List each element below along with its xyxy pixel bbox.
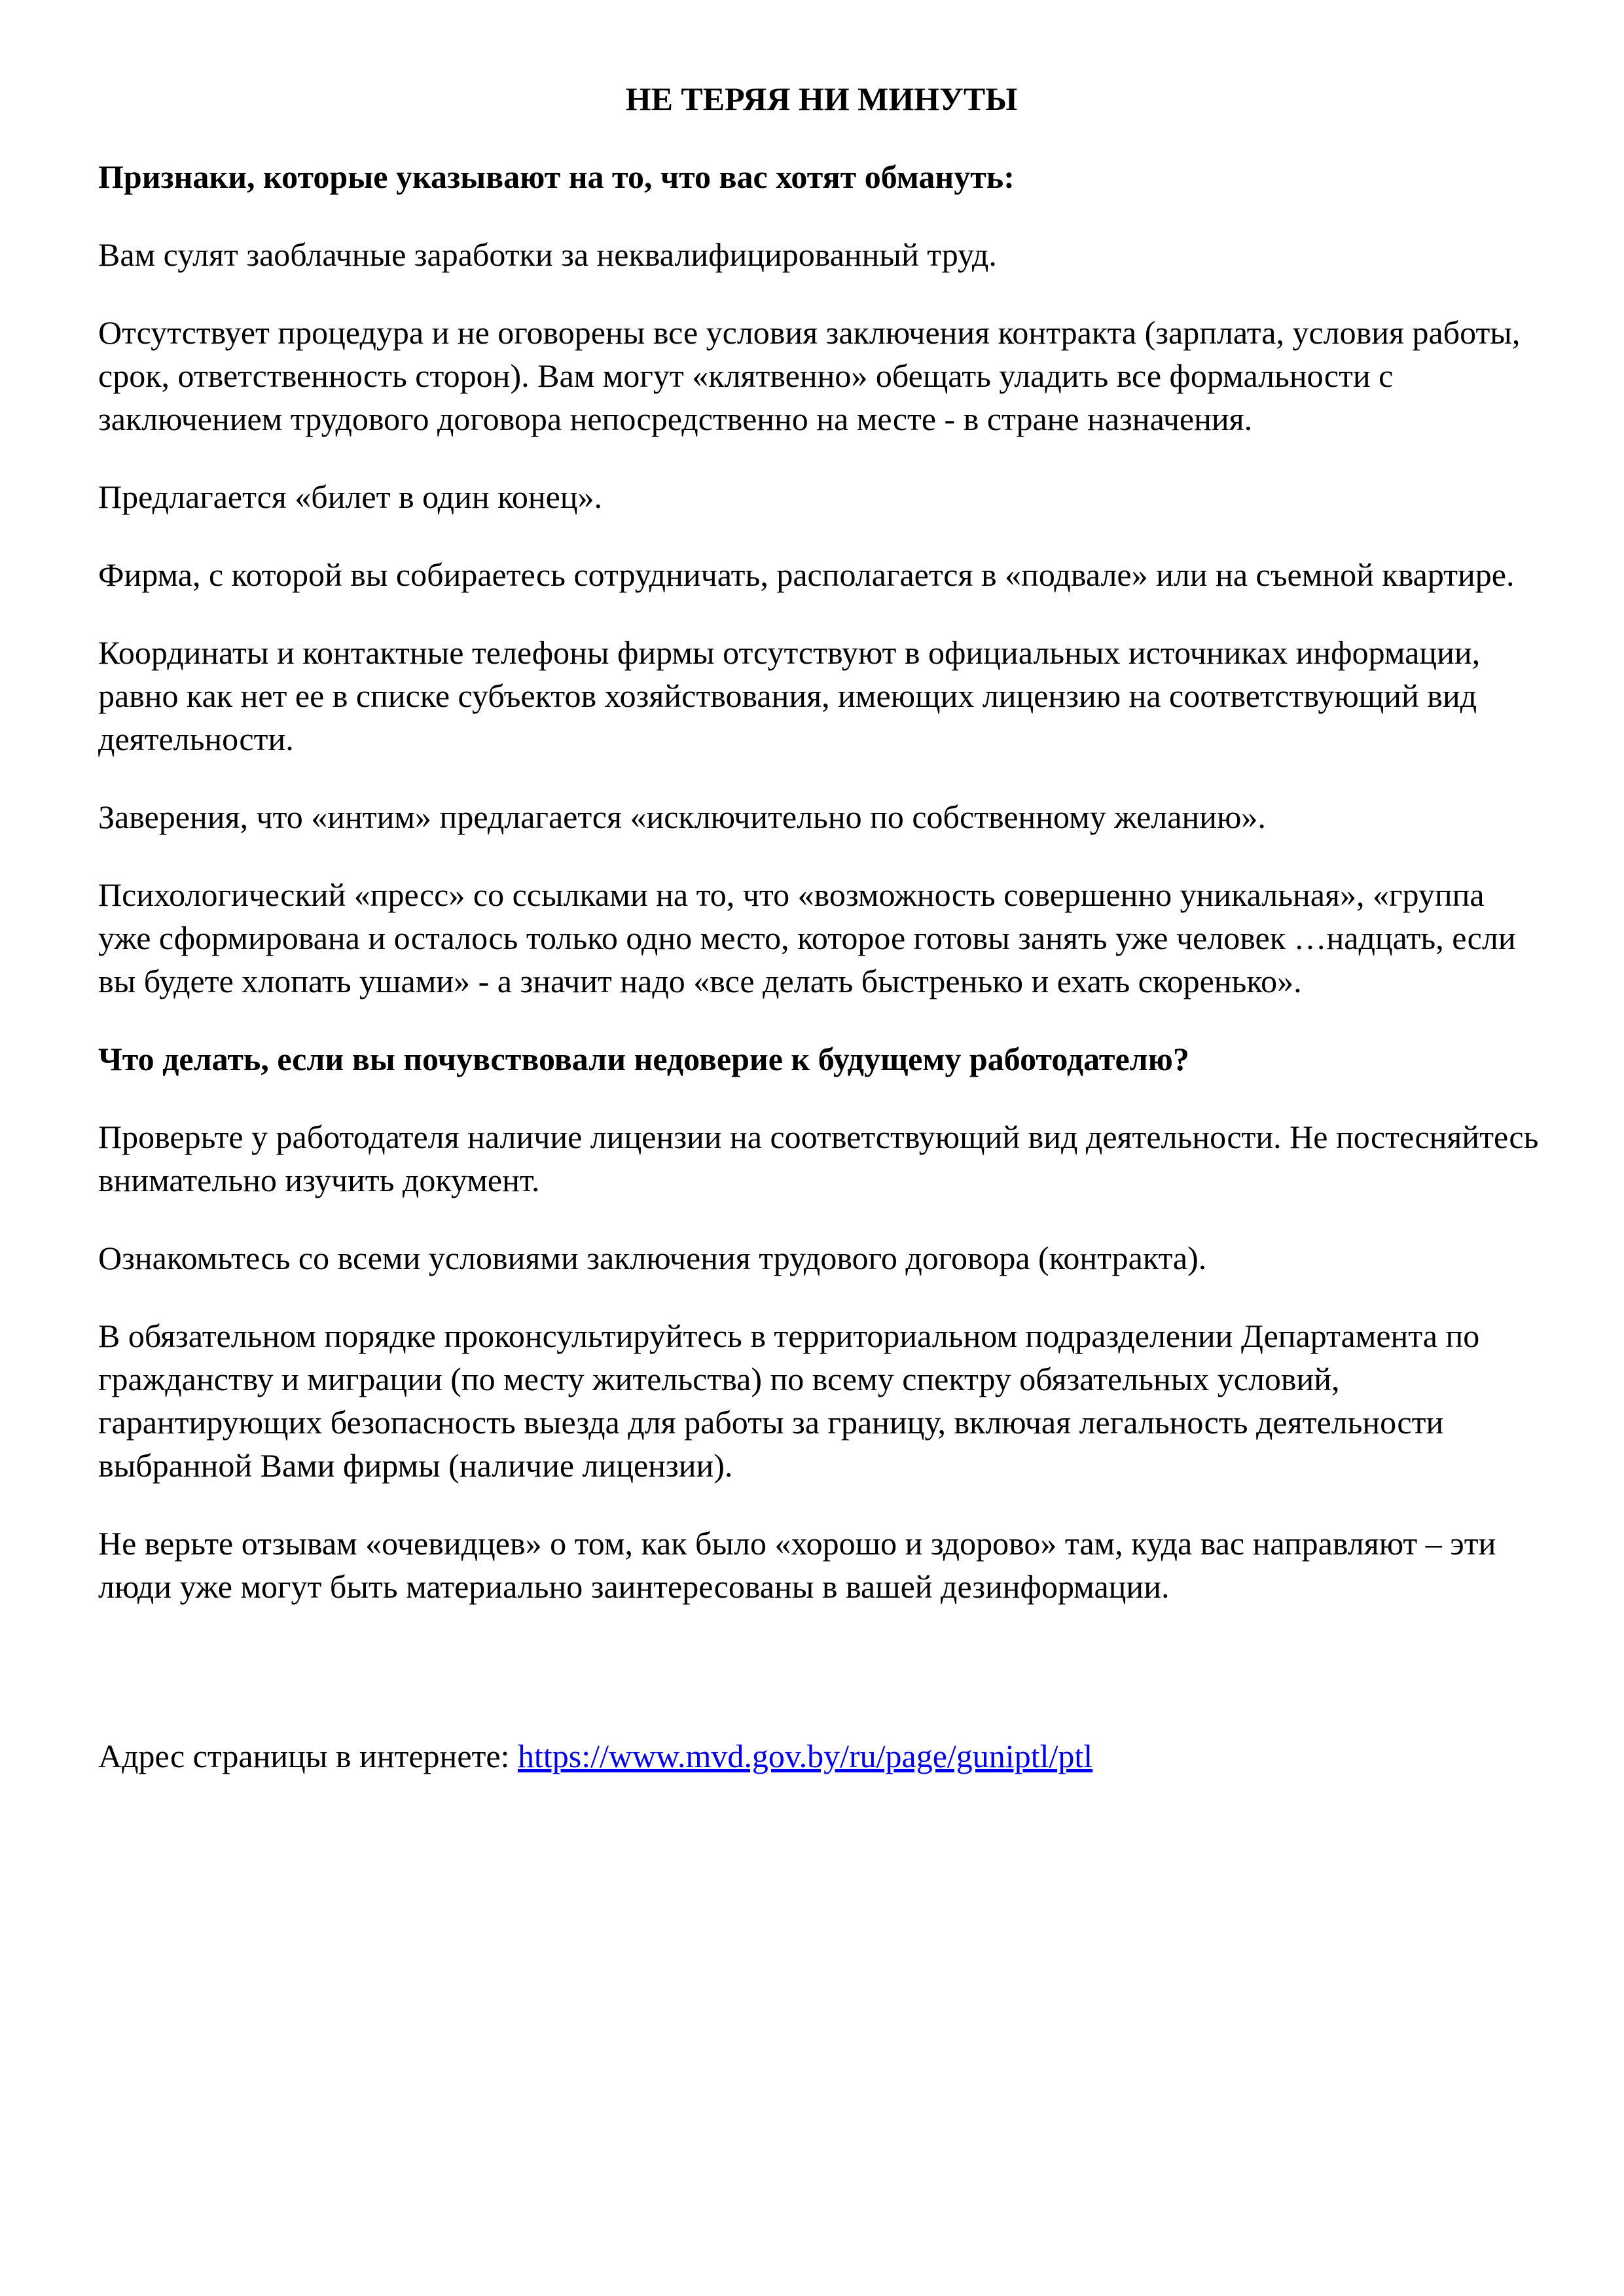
paragraph: Не верьте отзывам «очевидцев» о том, как было «хорошо и здорово» там, куда вас направляют – эти люди уже могут быть материально заинтересованы в вашей дезинформации.: [98, 1525, 1496, 1605]
footer-address-label: Адрес страницы в интернете:: [98, 1738, 518, 1774]
paragraph: Ознакомьтесь со всеми условиями заключения трудового договора (контракта).: [98, 1240, 1207, 1276]
paragraph: Заверения, что «интим» предлагается «исключительно по собственному желанию».: [98, 798, 1266, 835]
document-body: [98, 77, 1545, 1812]
paragraph: В обязательном порядке проконсультируйтесь в территориальном подразделении Департамента по гражданству и миграции (по месту жительства) по всему спектру обязательных условий, гарантирующих безопасность выезда для работы за границу, включая легальность деятельности выбранной Вами фирмы (наличие лицензии).: [98, 1318, 1480, 1484]
paragraph: Координаты и контактные телефоны фирмы отсутствуют в официальных источниках информации, равно как нет ее в списке субъектов хозяйствования, имеющих лицензию на соответствующий вид деятельности.: [98, 634, 1481, 757]
page-url-link[interactable]: https://www.mvd.gov.by/ru/page/guniptl/ptl: [517, 1738, 1093, 1774]
paragraph: Проверьте у работодателя наличие лицензии на соответствующий вид деятельности. Не постесняйтесь внимательно изучить документ.: [98, 1119, 1539, 1198]
section-heading-what-to-do: Что делать, если вы почувствовали недоверие к будущему работодателю?: [98, 1041, 1189, 1077]
section-heading-warning-signs: Признаки, которые указывают на то, что вас хотят обмануть:: [98, 158, 1015, 195]
paragraph: Вам сулят заоблачные заработки за неквалифицированный труд.: [98, 236, 997, 273]
footer-address: [98, 1734, 1545, 1778]
paragraph: Отсутствует процедура и не оговорены все условия заключения контракта (зарплата, условия работы, срок, ответственность сторон). Вам могут «клятвенно» обещать уладить все формальности с заключением трудового договора непосредственно на месте - в стране назначения.: [98, 314, 1521, 437]
paragraph: Психологический «пресс» со ссылками на то, что «возможность совершенно уникальная», «группа уже сформирована и осталось только одно место, которое готовы занять уже человек …надцать, если вы будете хлопать ушами» - а значит надо «все делать быстренько и ехать скоренько».: [98, 876, 1516, 999]
spacer: [98, 1643, 1545, 1734]
paragraph: Фирма, с которой вы собираетесь сотрудничать, располагается в «подвале» или на съемной квартире.: [98, 556, 1515, 593]
paragraph: Предлагается «билет в один конец».: [98, 478, 603, 515]
page-title: НЕ ТЕРЯЯ НИ МИНУТЫ: [625, 81, 1018, 117]
